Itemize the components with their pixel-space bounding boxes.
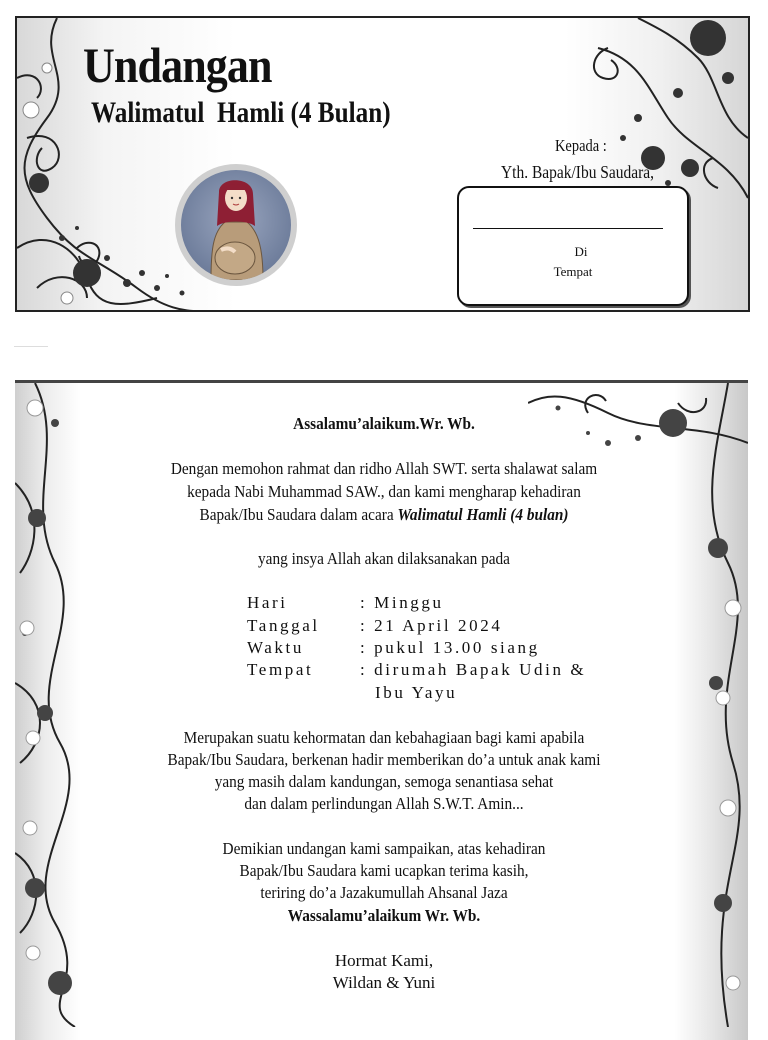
- honor-line-2: Bapak/Ibu Saudara, berkenan hadir memberikan do’a untuk anak kami: [167, 750, 601, 769]
- detail-value-tanggal: : 21 April 2024: [360, 616, 503, 635]
- address-tempat: Tempat: [553, 264, 593, 279]
- floral-ornament-icon: [15, 383, 85, 1027]
- detail-value-continuation: Ibu Yayu: [375, 683, 458, 702]
- detail-value-hari: : Minggu: [360, 593, 444, 612]
- floral-ornament-icon: [528, 383, 748, 1027]
- honor-line-4: dan dalam perlindungan Allah S.W.T. Amin...: [244, 794, 524, 813]
- pregnant-woman-icon: [175, 164, 297, 286]
- event-name: Walimatul Hamli (4 bulan): [397, 505, 569, 524]
- recipient-label: Yth. Bapak/Ibu Saudara,: [501, 162, 655, 182]
- invitation-letter: [15, 380, 748, 1040]
- envelope-card: [15, 16, 750, 312]
- address-line: [473, 228, 663, 229]
- signers-text: Wildan & Yuni: [332, 973, 436, 992]
- detail-label-waktu: Waktu: [247, 638, 304, 657]
- envelope-subtitle: Walimatul Hamli (4 Bulan): [91, 96, 391, 129]
- honor-line-3: yang masih dalam kandungan, semoga senantiasa sehat: [214, 772, 554, 791]
- intro-line-1: Dengan memohon rahmat dan ridho Allah SWT. serta shalawat salam: [170, 459, 598, 478]
- closing-line-2: Bapak/Ibu Saudara kami ucapkan terima kasih,: [239, 861, 529, 880]
- detail-value-tempat: : dirumah Bapak Udin &: [360, 660, 587, 679]
- page-divider: [14, 346, 48, 347]
- envelope-title: Undangan: [83, 37, 272, 93]
- intro-line-3-prefix: Bapak/Ibu Saudara dalam acara: [199, 505, 398, 524]
- greeting: Assalamu’alaikum.Wr. Wb.: [293, 414, 475, 433]
- address-di: Di: [574, 244, 588, 259]
- kepada-label: Kepada :: [555, 136, 607, 155]
- address-box: [457, 186, 689, 306]
- detail-label-hari: Hari: [247, 593, 288, 612]
- closing-salam: Wassalamu’alaikum Wr. Wb.: [287, 906, 481, 925]
- closing-line-3: teriring do’a Jazakumullah Ahsanal Jaza: [260, 883, 508, 902]
- detail-label-tanggal: Tanggal: [247, 616, 320, 635]
- detail-value-waktu: : pukul 13.00 siang: [360, 638, 540, 657]
- closing-line-1: Demikian undangan kami sampaikan, atas kehadiran: [222, 839, 546, 858]
- intro-line-3: [38, 505, 729, 525]
- held-on-text: yang insya Allah akan dilaksanakan pada: [258, 549, 510, 568]
- intro-line-2: kepada Nabi Muhammad SAW., dan kami mengharap kehadiran: [187, 482, 581, 501]
- regards-text: Hormat Kami,: [334, 951, 434, 970]
- honor-line-1: Merupakan suatu kehormatan dan kebahagiaan bagi kami apabila: [183, 728, 585, 747]
- detail-label-tempat: Tempat: [247, 660, 314, 679]
